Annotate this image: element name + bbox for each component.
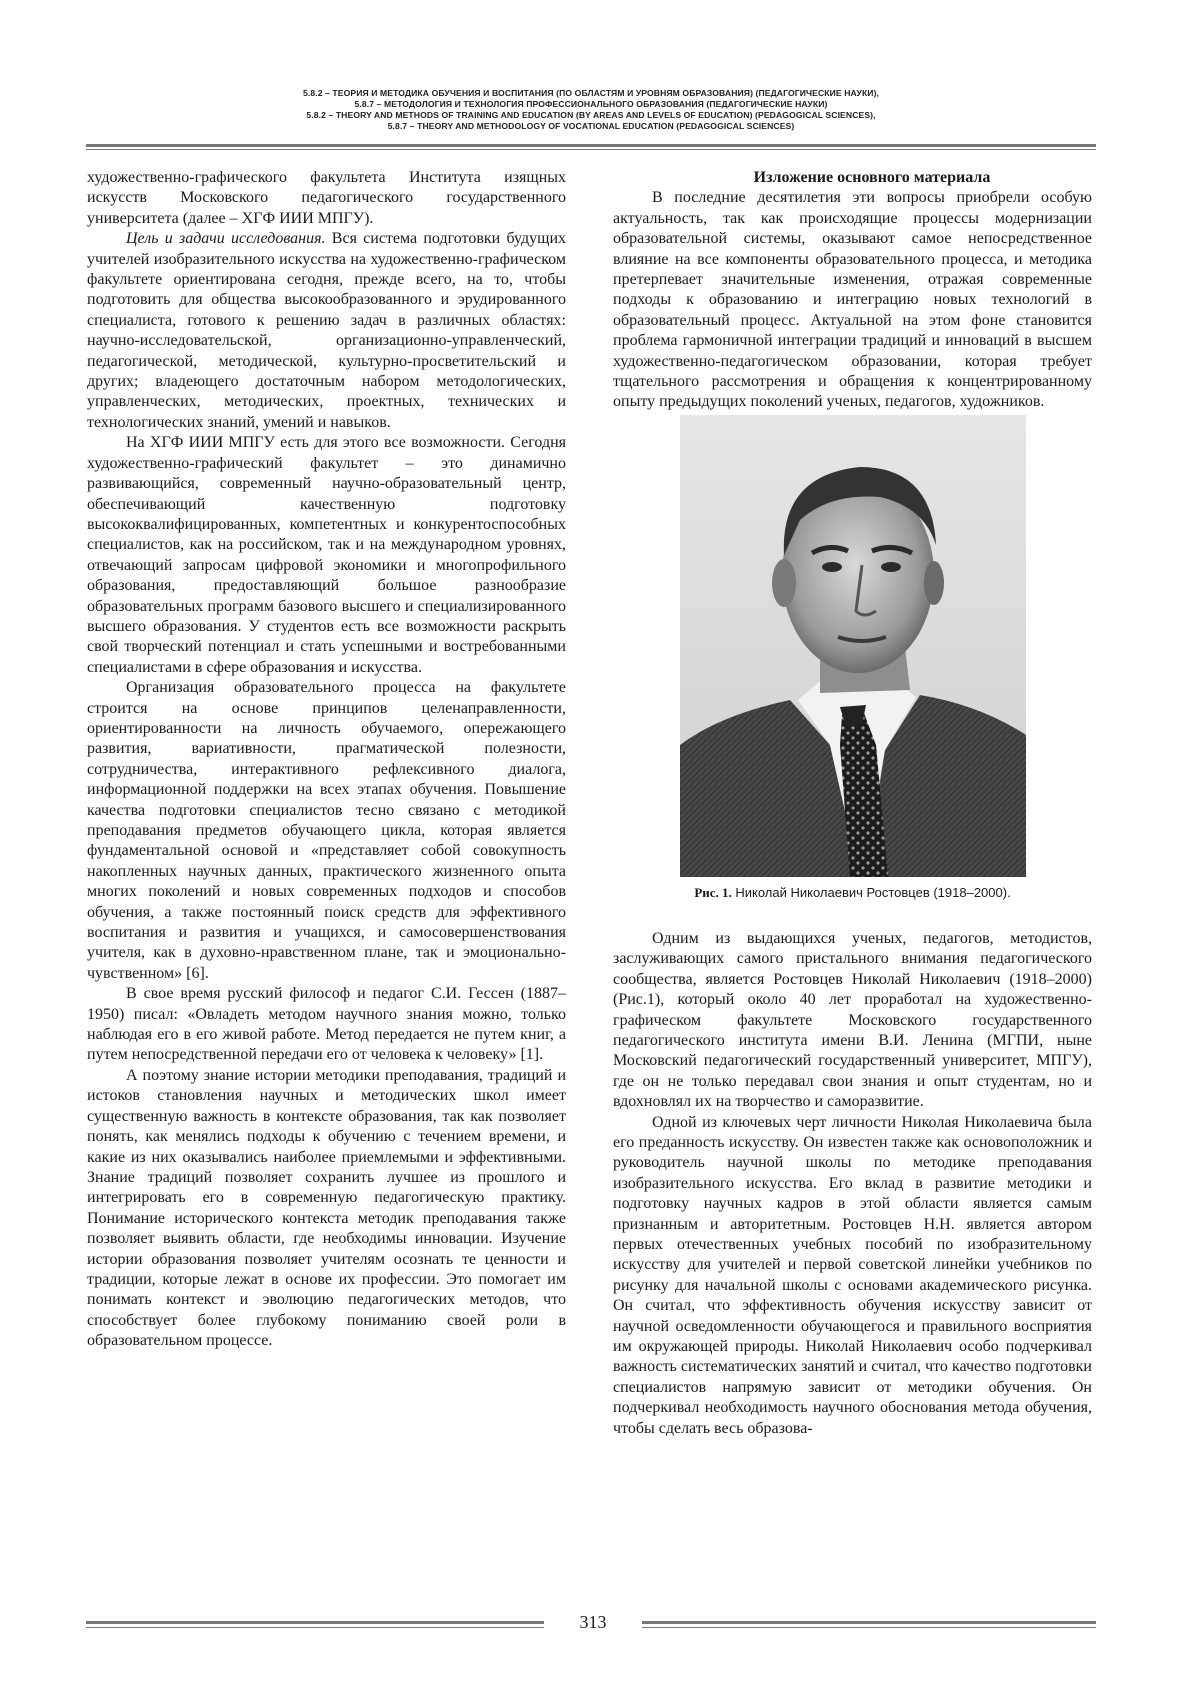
paragraph: Одной из ключевых черт личности Николая Николаевича была его преданность искусству. Он известен также как основоположник и руководитель научной школы по методике преподавания изобразительного искусства. Его вклад в развитие методики и подготовку научных кадров в этой области является самым признанным и авторитетным. Ростовцев Н.Н. является автором первых отечественных учебных пособий по изобразительному искусству для учителей и первой советской линейки учебников по рисунку для начальной школы с основами академического рисунка. Он считал, что эффективность обучения искусству зависит от научной осведомленности обучающегося и правильного восприятия им окружающей природы. Николай Николаевич особо подчеркивал важность систематических занятий и считал, что качество подготовки специалистов напрямую зависит от методики обучения. Он подчеркивал необходимость научного обоснования метода обучения, чтобы сделать весь образова- [613,1113,1092,1437]
running-header [86,88,1096,132]
running-header-line: 5.8.2 – THEORY AND METHODS OF TRAINING AND EDUCATION (BY AREAS AND LEVELS OF EDUCATION) (PEDAGOGICAL SCIENCES), [306,110,876,120]
running-header-line: 5.8.7 – THEORY AND METHODOLOGY OF VOCATIONAL EDUCATION (PEDAGOGICAL SCIENCES) [387,121,795,131]
paragraph: А поэтому знание истории методики преподавания, традиций и истоков становления научных и методических школ имеет существенную важность в контексте образования, так как позволяет понять, как менялись подходы к обучению с течением времени, и какие из них оказывались наиболее приемлемыми и эффективными. Знание традиций позволяет сохранить лучшее из прошлого и интегрировать его в современную педагогическую практику. Понимание исторического контекста методик преподавания также позволяет выявить области, где необходимы инновации. Изучение истории образования позволяет учителям осознать те ценности и традиции, которые лежат в основе их профессии. Это помогает им понимать контекст и эволюцию педагогических методов, что способствует более глубокому пониманию своей роли в образовательном процессе. [87,1066,566,1350]
paragraph [87,229,566,433]
paragraph-lead: Цель и задачи исследования. [126,230,326,248]
footer-divider-left [86,1621,544,1628]
figure-caption [613,885,1092,901]
footer-divider-right [642,1621,1096,1628]
running-header-line: 5.8.2 – ТЕОРИЯ И МЕТОДИКА ОБУЧЕНИЯ И ВОСПИТАНИЯ (ПО ОБЛАСТЯМ И УРОВНЯМ ОБРАЗОВАНИЯ) (ПЕДАГОГИЧЕСКИЕ НАУКИ), [302,88,880,98]
portrait-photo [680,415,1026,877]
right-column [613,168,1092,1439]
left-column [87,168,566,1352]
figure-label: Рис. 1. [694,884,732,900]
paragraph: Организация образовательного процесса на факультете строится на основе принципов целенаправленности, ориентированности на личность обучаемого, опережающего развития, вариативности, прагматической полезности, сотрудничества, интерактивного рефлексивного диалога, информационной поддержки на всех этапах обучения. Повышение качества подготовки специалистов тесно связано с методикой преподавания предметов обучающего цикла, которая является фундаментальной основой и «представляет собой совокупность накопленных научных данных, практического жизненного опыта многих поколений и новых современных подходов и способов обучения, а также постоянный поиск средств для эффективного воспитания и развития и учащихся, и самосовершенствования учителя, как в духовно-нравственном плане, так и эмоционально-чувственном» [6]. [87,679,566,982]
figure [613,415,1092,901]
page-number: 313 [579,1612,607,1632]
paragraph: В свое время русский философ и педагог С.И. Гессен (1887–1950) писал: «Овладеть методом научного знания можно, только наблюдая его в его живой работе. Метод передается не путем книг, а путем непосредственной передачи его от человека к человеку» [1]. [87,985,566,1064]
paragraph-text: Вся система подготовки будущих учителей изобразительного искусства на художественно-графическом факультете ориентирована сегодня, прежде всего, на то, чтобы подготовить для общества высокообразованного и эрудированного специалиста, готового к решению задач в различных областях: научно-исследовательской, организационно-управленческий, педагогической, методической, культурно-просветительский и других; владеющего достаточным набором методологических, управленческих, методических, проектных, технических и технологических знаний, умений и навыков. [87,230,567,431]
running-header-line: 5.8.7 – МЕТОДОЛОГИЯ И ТЕХНОЛОГИЯ ПРОФЕССИОНАЛЬНОГО ОБРАЗОВАНИЯ (ПЕДАГОГИЧЕСКИЕ НАУКИ) [354,99,828,109]
header-divider [86,144,1096,150]
figure-caption-text: Николай Николаевич Ростовцев (1918–2000). [731,884,1011,900]
section-title: Изложение основного материала [753,169,991,186]
paragraph: Одним из выдающихся ученых, педагогов, методистов, заслуживающих самого пристального внимания педагогического сообщества, является Ростовцев Николай Николаевич (1918–2000) (Рис.1), который около 40 лет проработал на художественно-графическом факультете Московского государственного педагогического института имени В.И. Ленина (МГПИ, ныне Московский педагогический государственный университет, МПГУ), где он не только передавал свои знания и опыт студентам, но и вдохновлял их на творчество и саморазвитие. [613,929,1092,1111]
paragraph: художественно-графического факультета Института изящных искусств Московского педагогического государственного университета (далее – ХГФ ИИИ МПГУ). [87,169,566,227]
paragraph: На ХГФ ИИИ МПГУ есть для этого все возможности. Сегодня художественно-графический факультет – это динамично развивающийся, современный научно-образовательный центр, обеспечивающий качественную подготовку высококвалифицированных, компетентных и конкурентоспособных специалистов, как на российском, так и на международном уровнях, отвечающий запросам цифровой экономики и многопрофильного образования, предоставляющий большое разнообразие образовательных программ базового высшего и специализированного высшего образования. У студентов есть все возможности раскрыть свой творческий потенциал и стать успешными и востребованными специалистами в сфере образования и искусства. [87,434,566,676]
paragraph: В последние десятилетия эти вопросы приобрели особую актуальность, так как происходящие процессы модернизации образовательной системы, оказывают самое непосредственное влияние на все компоненты образовательного процесса, и методика претерпевает значительные изменения, отражая современные подходы к образованию и интеграцию новых технологий в образовательный процесс. Актуальной на этом фоне становится проблема гармоничной интеграции традиций и инноваций в высшем художественно-педагогическом образовании, которая требует тщательного рассмотрения и обращения к концентрированному опыту предыдущих поколений ученых, педагогов, художников. [613,189,1092,411]
